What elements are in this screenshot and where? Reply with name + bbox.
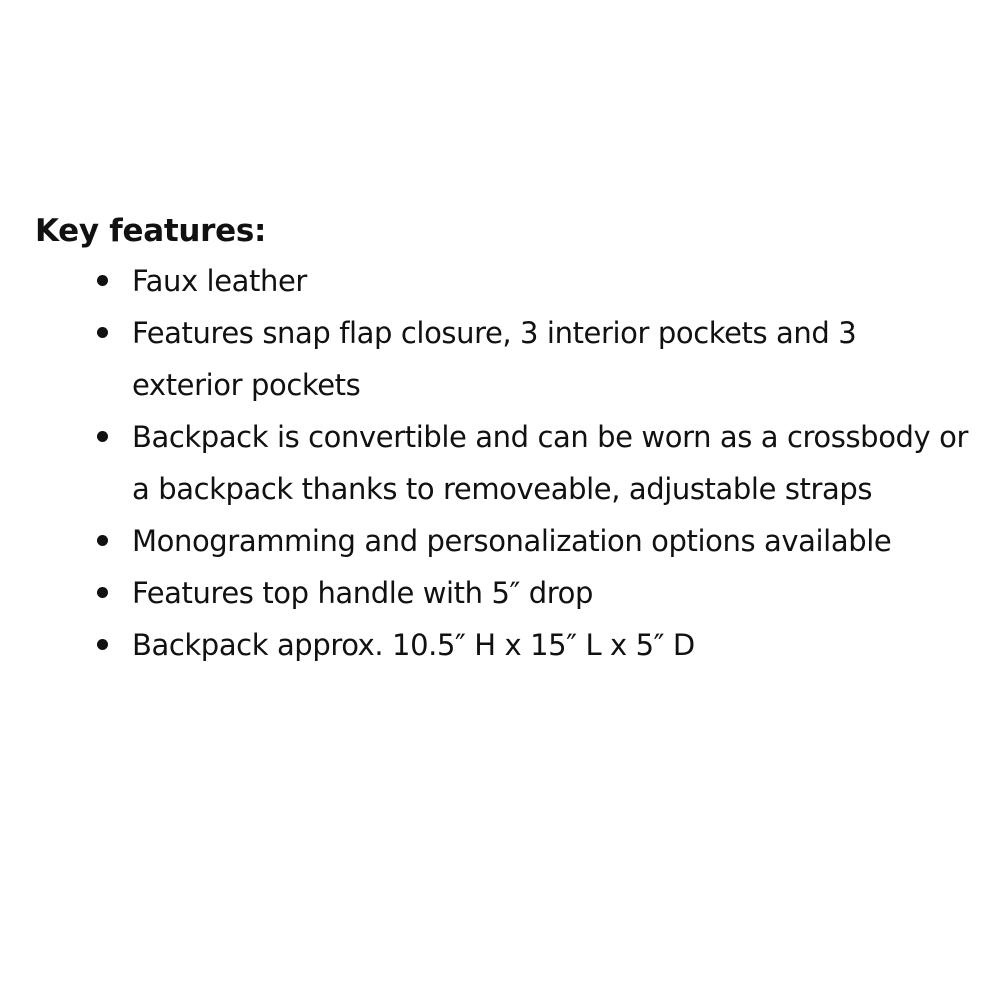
- feature-text: Backpack is convertible and can be worn as a crossbody or a backpack thanks to removeable, adjustable straps: [132, 420, 968, 506]
- bullet-icon: [97, 275, 108, 286]
- list-item: [97, 255, 975, 307]
- bullet-icon: [97, 587, 108, 598]
- list-item: [97, 619, 975, 671]
- bullet-icon: [97, 535, 108, 546]
- list-item: [97, 411, 975, 515]
- features-list: [35, 255, 975, 671]
- feature-text: Features top handle with 5″ drop: [132, 576, 593, 610]
- bullet-icon: [97, 639, 108, 650]
- features-section: [35, 207, 975, 671]
- list-item: [97, 515, 975, 567]
- feature-text: Backpack approx. 10.5″ H x 15″ L x 5″ D: [132, 628, 695, 662]
- feature-text: Faux leather: [132, 264, 307, 298]
- feature-text: Features snap flap closure, 3 interior pockets and 3 exterior pockets: [132, 316, 857, 402]
- list-item: [97, 307, 975, 411]
- feature-text: Monogramming and personalization options available: [132, 524, 892, 558]
- bullet-icon: [97, 431, 108, 442]
- features-heading: Key features:: [35, 213, 267, 249]
- list-item: [97, 567, 975, 619]
- bullet-icon: [97, 327, 108, 338]
